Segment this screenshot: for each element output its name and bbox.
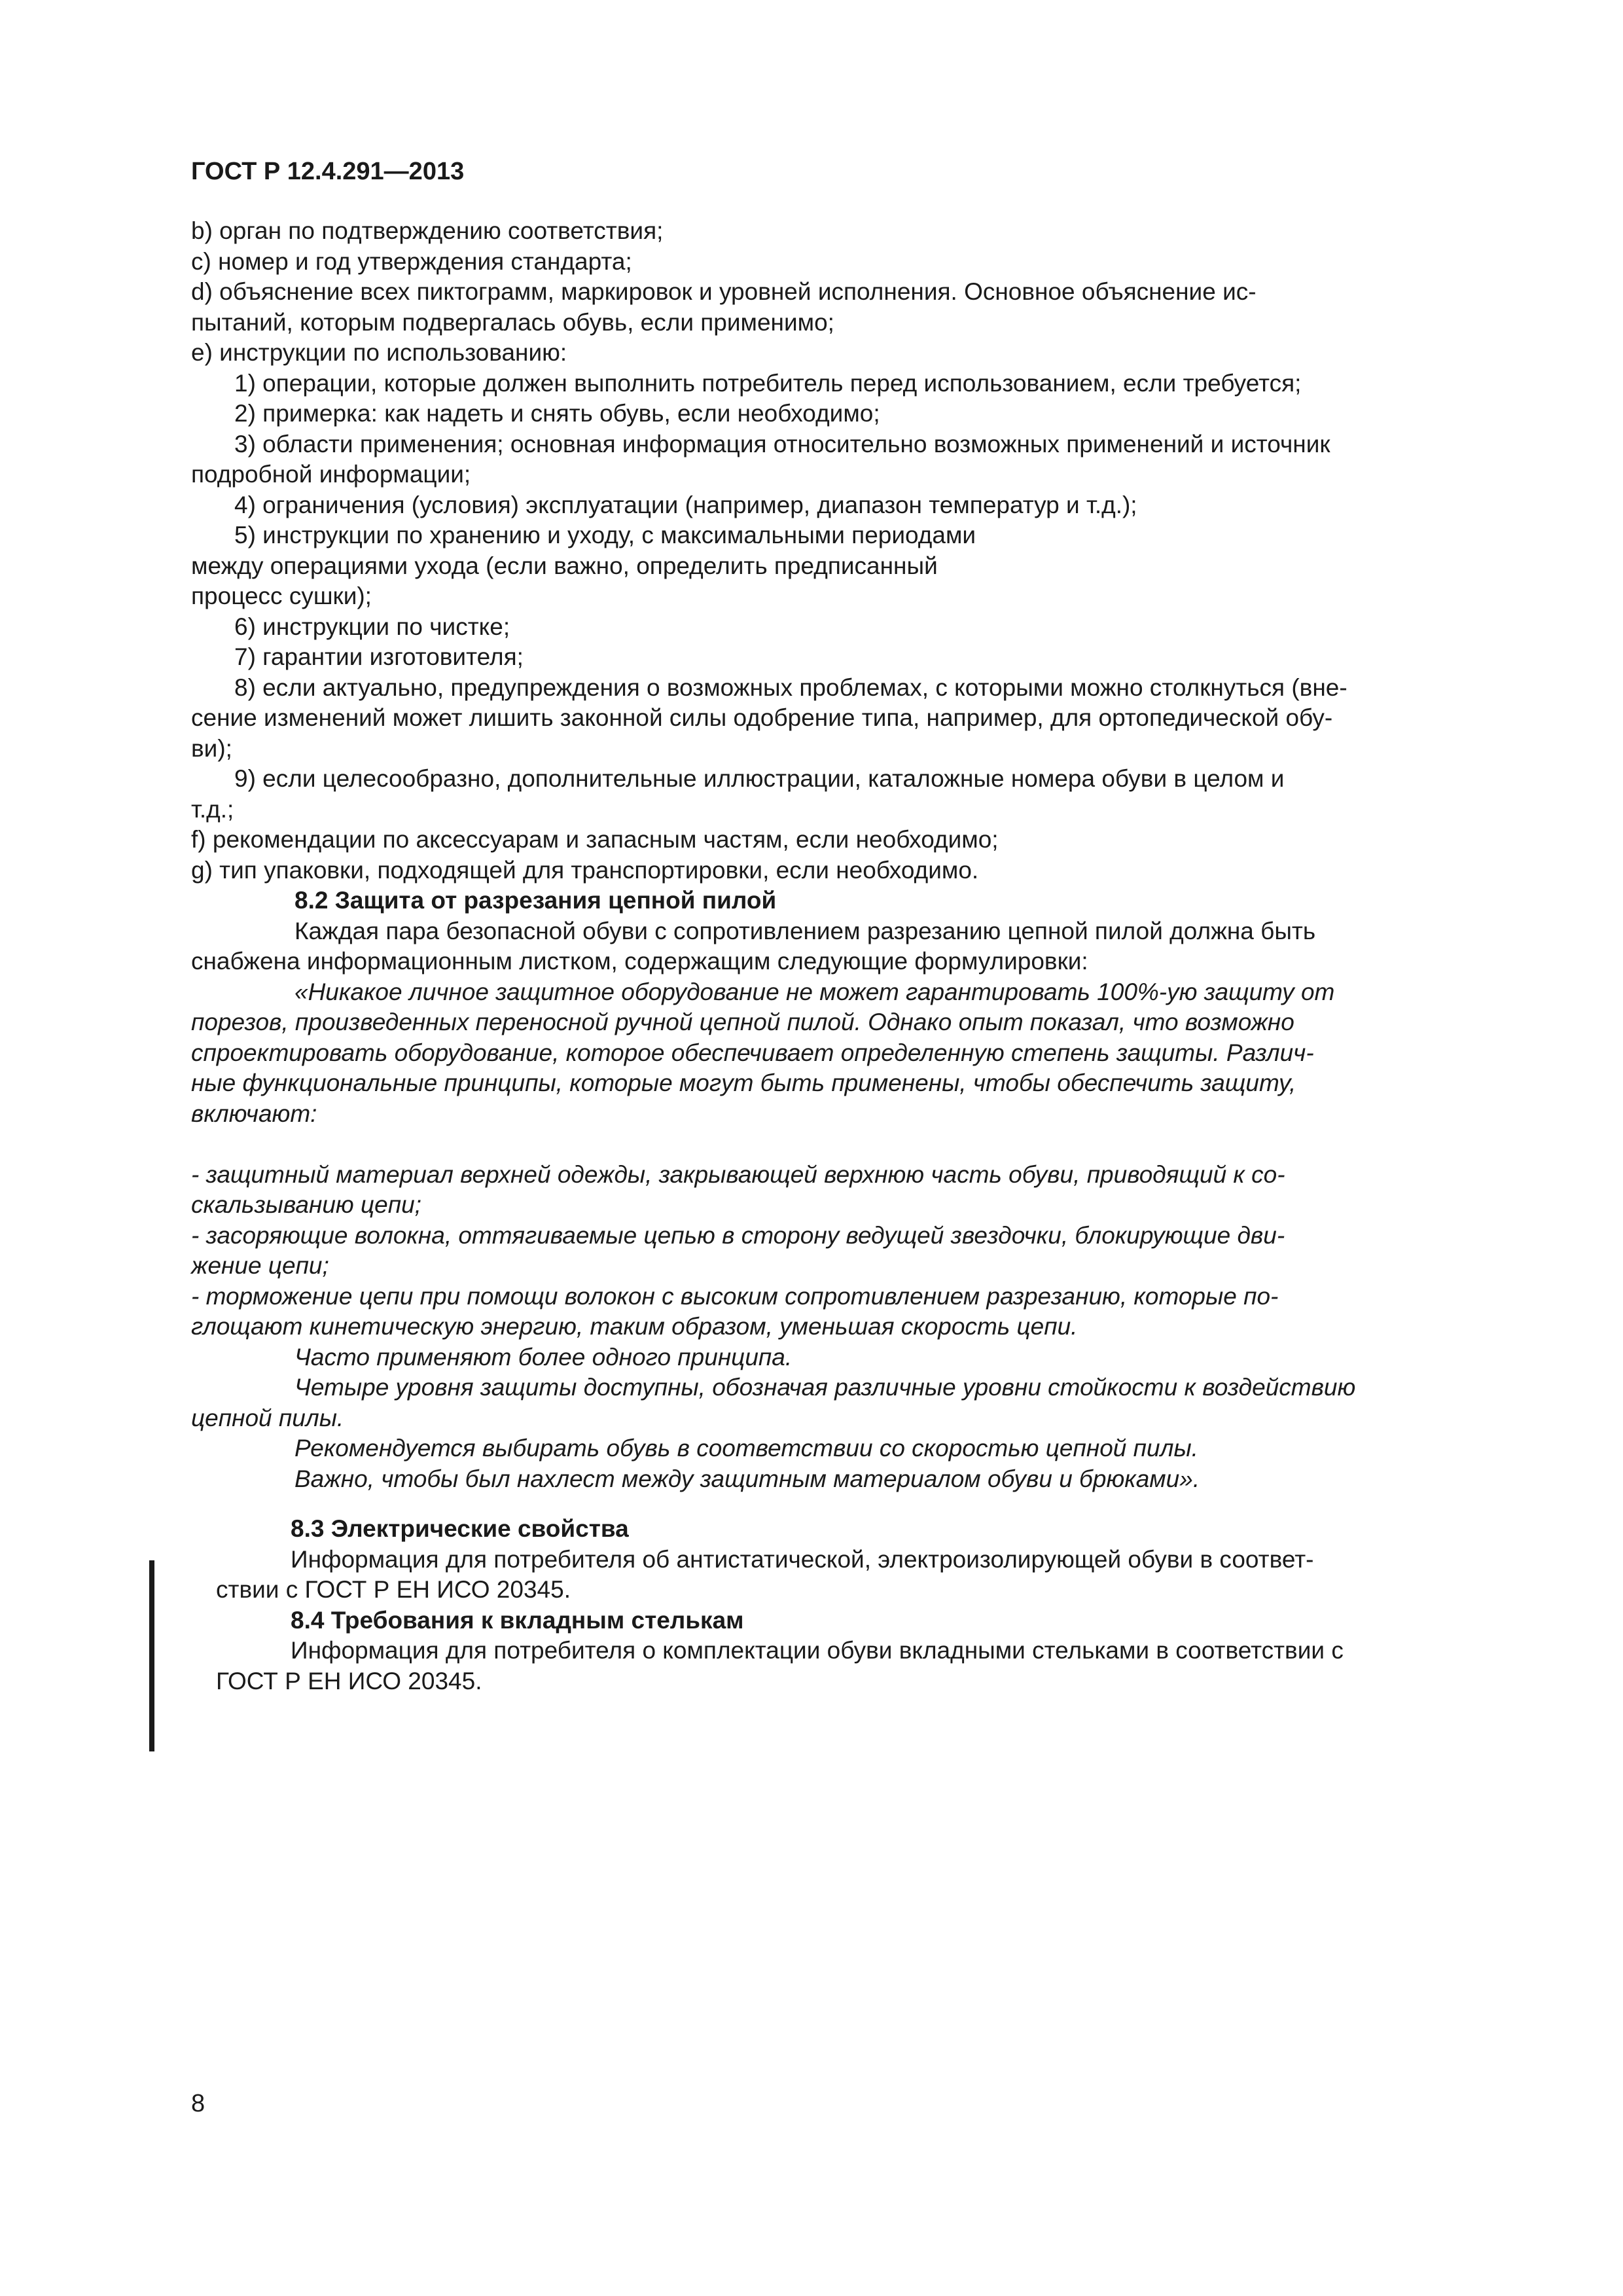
sublist-item-6: 6) инструкции по чистке; [234,613,510,640]
revision-change-bar [149,1560,154,1751]
quote-line-1: «Никакое личное защитное оборудование не может гарантировать 100%-ую защиту от [294,978,1335,1005]
list-item-d-line-2: пытаний, которым подвергалась обувь, если применимо; [191,308,834,336]
bullet-3-line-2: глощают кинетическую энергию, таким образом, уменьшая скорость цепи. [191,1313,1078,1340]
quote-para-5: Важно, чтобы был нахлест между защитным материалом обуви и брюками». [294,1465,1200,1492]
section-8-2-para-line-1: Каждая пара безопасной обуви с сопротивлением разрезанию цепной пилой должна быть [294,917,1316,944]
document-body [191,216,1513,1696]
section-8-4-para-line-2: ГОСТ Р ЕН ИСО 20345. [216,1667,482,1695]
section-spacer [191,1494,1513,1514]
quote-line-4: ные функциональные принципы, которые могут быть применены, чтобы обеспечить защиту, [191,1069,1296,1096]
sublist-item-5-line-3: процесс сушки); [191,583,372,609]
section-8-2-title: 8.2 Защита от разрезания цепной пилой [294,887,777,914]
quote-line-3: спроектировать оборудование, которое обеспечивает определенную степень защиты. Различ- [191,1039,1314,1066]
document-header: ГОСТ Р 12.4.291—2013 [191,158,465,185]
list-item-f: f) рекомендации по аксессуарам и запасным частям, если необходимо; [191,826,999,853]
quote-para-4: Рекомендуется выбирать обувь в соответствии со скоростью цепной пилы. [294,1435,1198,1462]
sublist-item-5-line-1: 5) инструкции по хранению и уходу, с максимальными периодами [234,522,976,548]
sublist-item-2: 2) примерка: как надеть и снять обувь, если необходимо; [234,400,880,427]
blank-line [191,1129,1513,1160]
list-item-b: b) орган по подтверждению соответствия; [191,217,664,244]
sublist-item-4: 4) ограничения (условия) эксплуатации (например, диапазон температур и т.д.); [234,491,1137,518]
quote-line-5: включают: [191,1100,317,1127]
sublist-item-8-line-2: сение изменений может лишить законной силы одобрение типа, например, для ортопедической обу- [191,704,1333,731]
bullet-1-line-1: - защитный материал верхней одежды, закрывающей верхнюю часть обуви, приводящий к со- [191,1160,1285,1188]
quote-para-3-line-2: цепной пилы. [191,1404,344,1431]
list-item-e: е) инструкции по использованию: [191,339,567,366]
sublist-item-1: 1) операции, которые должен выполнить потребитель перед использованием, если требуется; [234,369,1302,397]
section-8-4-para-line-1: Информация для потребителя о комплектации обуви вкладными стельками в соответствии с [291,1637,1344,1664]
list-item-d-line-1: d) объяснение всех пиктограмм, маркировок и уровней исполнения. Основное объяснение ис- [191,278,1257,305]
quote-line-2: порезов, произведенных переносной ручной цепной пилой. Однако опыт показал, что возможно [191,1009,1294,1035]
sublist-item-5-line-2: между операциями ухода (если важно, определить предписанный [191,552,938,579]
bullet-2-line-1: - засоряющие волокна, оттягиваемые цепью в сторону ведущей звездочки, блокирующие дви- [191,1221,1285,1249]
section-8-3-para-line-2: ствии с ГОСТ Р ЕН ИСО 20345. [216,1576,571,1603]
bullet-3-line-1: - торможение цепи при помощи волокон с высоким сопротивлением разрезанию, которые по- [191,1282,1279,1310]
sublist-item-3-line-1: 3) области применения; основная информация относительно возможных применений и источник [234,430,1330,457]
quote-para-2: Часто применяют более одного принципа. [294,1343,793,1371]
page-number: 8 [191,2090,205,2117]
sublist-item-7: 7) гарантии изготовителя; [234,643,524,670]
section-8-3-para-line-1: Информация для потребителя об антистатической, электроизолирующей обуви в соответ- [291,1545,1314,1573]
sublist-item-9-line-2: т.д.; [191,795,234,823]
sublist-item-9-line-1: 9) если целесообразно, дополнительные иллюстрации, каталожные номера обуви в целом и [234,765,1285,792]
sublist-item-8-line-3: ви); [191,734,232,762]
bullet-2-line-2: жение цепи; [191,1252,329,1279]
sublist-item-8-line-1: 8) если актуально, предупреждения о возможных проблемах, с которыми можно столкнуться (вне- [234,673,1347,701]
list-item-g: g) тип упаковки, подходящей для транспортировки, если необходимо. [191,856,979,884]
section-8-2-para-line-2: снабжена информационным листком, содержащим следующие формулировки: [191,948,1088,975]
list-item-c: с) номер и год утверждения стандарта; [191,247,632,275]
bullet-1-line-2: скальзыванию цепи; [191,1191,421,1218]
quote-para-3-line-1: Четыре уровня защиты доступны, обозначая различные уровни стойкости к воздействию [294,1374,1356,1401]
section-8-4-title: 8.4 Требования к вкладным стелькам [291,1606,744,1634]
sublist-item-3-line-2: подробной информации; [191,461,471,488]
section-8-3-title: 8.3 Электрические свойства [291,1515,629,1542]
